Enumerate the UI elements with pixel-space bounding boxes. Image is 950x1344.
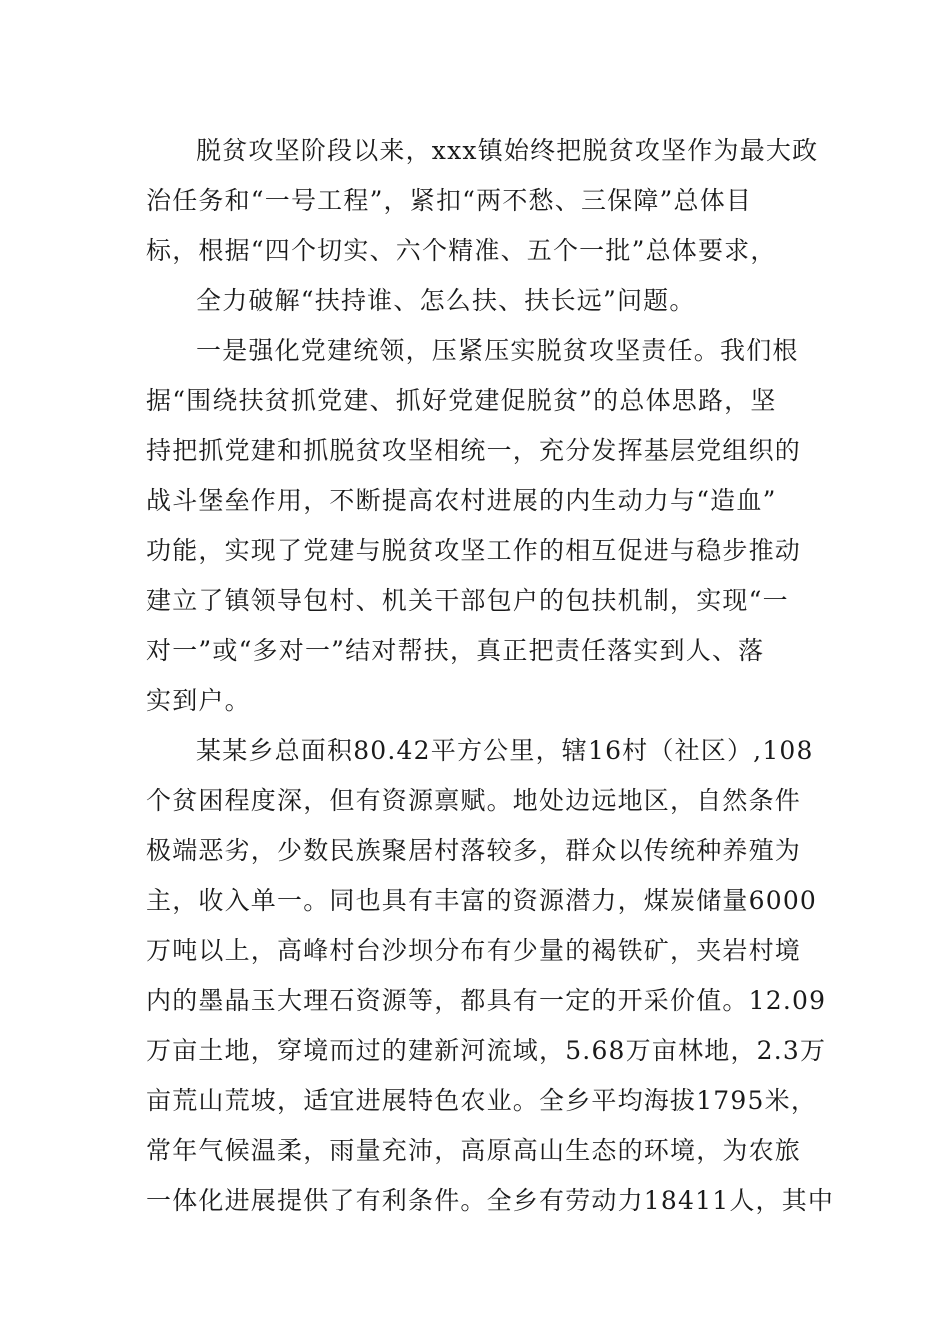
- paragraph-3-line-5: 功能，实现了党建与脱贫攻坚工作的相互促进与稳步推动: [146, 536, 802, 565]
- paragraph-4-line-3: 极端恶劣，少数民族聚居村落较多，群众以传统种养殖为: [146, 836, 802, 865]
- paragraph-4-line-8: 亩荒山荒坡，适宜进展特色农业。全乡平均海拔1795米，: [146, 1086, 818, 1115]
- paragraph-2-line-1: 全力破解“扶持谁、怎么扶、扶长远”问题。: [196, 286, 696, 315]
- paragraph-1-line-1: 脱贫攻坚阶段以来，xxx镇始终把脱贫攻坚作为最大政: [196, 136, 819, 165]
- paragraph-4-line-2: 个贫困程度深，但有资源禀赋。地处边远地区，自然条件: [146, 786, 802, 815]
- paragraph-3-line-6: 建立了镇领导包村、机关干部包户的包扶机制，实现“一: [146, 586, 789, 615]
- paragraph-3-line-2: 据“围绕扶贫抓党建、抓好党建促脱贫”的总体思路，坚: [146, 386, 777, 415]
- paragraph-4-line-9: 常年气候温柔，雨量充沛，高原高山生态的环境，为农旅: [146, 1136, 802, 1165]
- paragraph-1-line-3: 标，根据“四个切实、六个精准、五个一批”总体要求，: [146, 236, 777, 265]
- paragraph-4-line-5: 万吨以上，高峰村台沙坝分布有少量的褐铁矿，夹岩村境: [146, 936, 802, 965]
- paragraph-4-line-6: 内的墨晶玉大理石资源等，都具有一定的开采价值。12.09: [146, 986, 827, 1015]
- paragraph-4-line-4: 主，收入单一。同也具有丰富的资源潜力，煤炭储量6000: [146, 886, 818, 915]
- paragraph-4-line-7: 万亩土地，穿境而过的建新河流域，5.68万亩林地，2.3万: [146, 1036, 827, 1065]
- paragraph-3-line-7: 对一”或“多对一”结对帮扶，真正把责任落实到人、落: [146, 636, 765, 665]
- paragraph-4-line-1: 某某乡总面积80.42平方公里，辖16村（社区）,108: [196, 736, 814, 765]
- paragraph-3-line-3: 持把抓党建和抓脱贫攻坚相统一，充分发挥基层党组织的: [146, 436, 802, 465]
- paragraph-3-line-4: 战斗堡垒作用，不断提高农村进展的内生动力与“造血”: [146, 486, 777, 515]
- paragraph-1-line-2: 治任务和“一号工程”，紧扣“两不愁、三保障”总体目: [146, 186, 753, 215]
- paragraph-3-line-8: 实到户。: [146, 686, 251, 715]
- paragraph-3-line-1: 一是强化党建统领，压紧压实脱贫攻坚责任。我们根: [196, 336, 799, 365]
- paragraph-4-line-10: 一体化进展提供了有利条件。全乡有劳动力18411人，其中: [146, 1186, 835, 1215]
